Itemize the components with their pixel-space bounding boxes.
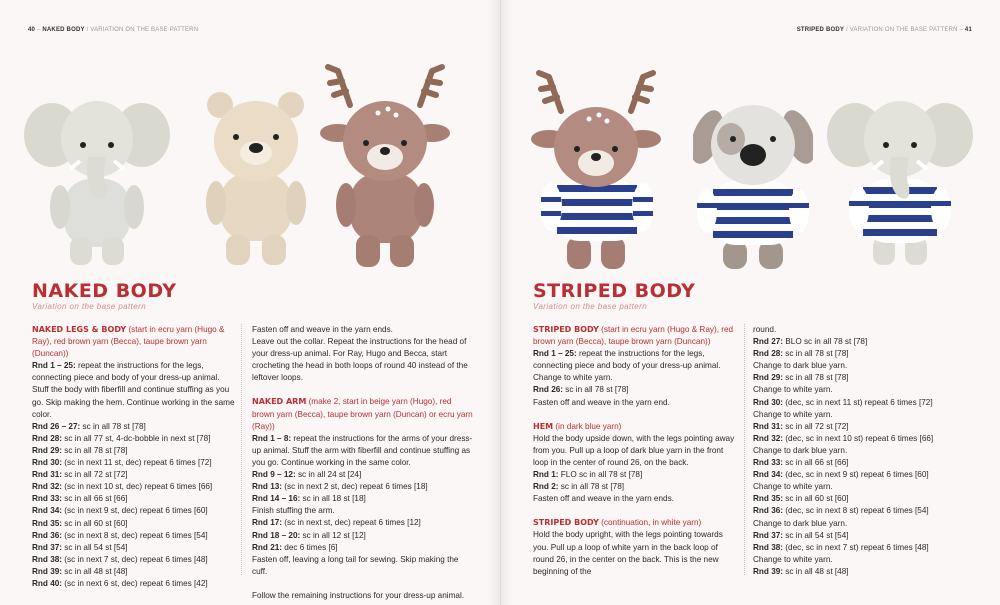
round-label: Rnd 36: — [32, 530, 63, 540]
instruction-body: (dec, sc in next 7 st) repeat 6 times [48] — [783, 542, 929, 552]
round-instruction — [252, 542, 474, 554]
instruction-body: (sc in next 8 st, dec) repeat 6 times [54] — [62, 530, 208, 540]
round-instruction — [32, 481, 237, 493]
instruction-text — [252, 324, 474, 336]
round-label: Rnd 18 – 20: — [252, 530, 301, 540]
instruction-text — [753, 384, 975, 396]
round-instruction — [753, 433, 975, 445]
instruction-body: Hold the body upside down, with the legs pointing away from you. Pull up a loop of dark blue yarn in the front loop in the center of round 26, on the back. — [533, 433, 735, 467]
running-head-section: STRIPED BODY — [796, 27, 845, 33]
instruction-body: Fasten off and weave in the yarn end. — [533, 397, 670, 407]
round-label: Rnd 14 – 16: — [252, 494, 301, 504]
elephant-striped-toy-image — [825, 87, 975, 267]
instruction-text — [753, 554, 975, 566]
instruction-body: Change to white yarn. — [753, 409, 833, 419]
page-number: 41 — [964, 27, 972, 33]
text-column-1 — [533, 324, 738, 578]
round-instruction — [753, 397, 975, 409]
instruction-body: sc in all 78 st [78] — [62, 445, 128, 455]
instruction-body: sc in all 72 st [72] — [62, 470, 128, 480]
running-head-sub: / VARIATION ON THE BASE PATTERN — [845, 27, 958, 33]
running-head-sub: / VARIATION ON THE BASE PATTERN — [86, 27, 199, 33]
instruction-body: sc in all 54 st [54] — [62, 542, 128, 552]
round-label: Rnd 31: — [753, 421, 784, 431]
instruction-body: sc in all 66 st [66] — [783, 458, 849, 468]
instruction-body: dec 6 times [6] — [282, 542, 338, 552]
round-instruction — [252, 517, 474, 529]
instruction-body: (sc in next 9 st, dec) repeat 6 times [60] — [62, 506, 208, 516]
section-title: STRIPED BODY — [533, 518, 599, 528]
round-label: Rnd 35: — [32, 518, 63, 528]
paragraph-gap — [252, 384, 474, 396]
section-heading — [252, 396, 474, 432]
instruction-body: (dec, sc in next 9 st) repeat 6 times [60] — [783, 470, 929, 480]
round-label: Rnd 2: — [533, 482, 559, 492]
round-instruction — [753, 530, 975, 542]
round-label: Rnd 30: — [32, 458, 63, 468]
instruction-body: (sc in next st, dec) repeat 6 times [12] — [282, 518, 421, 528]
round-label: Rnd 28: — [753, 349, 784, 359]
instruction-body: BLO sc in all 78 st [78] — [783, 337, 868, 347]
instruction-text — [753, 518, 975, 530]
round-label: Rnd 1 – 25: — [32, 361, 76, 371]
round-label: Rnd 33: — [753, 458, 784, 468]
round-instruction — [32, 518, 237, 530]
round-label: Rnd 37: — [753, 530, 784, 540]
round-instruction — [533, 481, 738, 493]
page-number: 40 — [28, 27, 36, 33]
round-instruction — [32, 445, 237, 457]
round-instruction — [753, 493, 975, 505]
instruction-body: round. — [753, 325, 777, 334]
round-instruction — [753, 542, 975, 554]
instruction-body: sc in all 78 st [78] — [558, 482, 625, 492]
instruction-body: repeat the instructions for the legs, connecting piece and body of your dress-up animal. — [32, 361, 220, 383]
instruction-text — [533, 493, 738, 505]
section-title: NAKED LEGS & BODY — [32, 325, 127, 334]
instruction-body: repeat the instructions for the arms of your dress-up animal. Stuff the arm with fiberfill and continue stuffing as you go. Continue working in the same color. — [252, 433, 473, 467]
instruction-text — [533, 397, 738, 409]
instruction-body: Change to white yarn. — [753, 554, 833, 564]
instruction-body: (sc in next 6 st, dec) repeat 6 times [42] — [62, 578, 208, 588]
round-label: Rnd 36: — [753, 506, 784, 516]
dog-striped-toy-image — [693, 95, 813, 270]
instruction-body: sc in all 72 st [72] — [783, 421, 849, 431]
round-instruction — [533, 384, 738, 396]
round-label: Rnd 1 – 8: — [252, 433, 292, 443]
instruction-body: FLO sc in all 78 st [78] — [558, 470, 643, 480]
instruction-body: sc in all 66 st [66] — [62, 494, 128, 504]
round-label: Rnd 40: — [32, 578, 63, 588]
round-instruction — [32, 493, 237, 505]
round-instruction — [32, 360, 237, 384]
round-label: Rnd 38: — [32, 554, 63, 564]
instruction-text — [533, 529, 738, 577]
instruction-body: sc in all 78 st [78] — [80, 421, 146, 431]
deer-striped-toy-image — [531, 69, 661, 269]
instruction-body: Finish stuffing the arm. — [252, 506, 335, 516]
round-label: Rnd 38: — [753, 542, 784, 552]
round-instruction — [252, 493, 474, 505]
round-instruction — [753, 505, 975, 517]
instruction-body: Stuff the body with fiberfill and continue stuffing as you go. Skip making the hem. Continue working in the same color. — [32, 385, 235, 419]
instruction-body: (sc in next 11 st, dec) repeat 6 times [72] — [62, 458, 212, 468]
instruction-text — [252, 590, 474, 602]
round-instruction — [753, 372, 975, 384]
round-label: Rnd 26 – 27: — [32, 421, 81, 431]
round-instruction — [252, 469, 474, 481]
round-instruction — [32, 554, 237, 566]
section-title: NAKED ARM — [252, 397, 307, 407]
round-instruction — [753, 336, 975, 348]
round-label: Rnd 29: — [753, 373, 784, 383]
round-label: Rnd 13: — [252, 482, 283, 492]
instruction-body: Follow the remaining instructions for your dress-up animal. — [252, 590, 465, 600]
instruction-body: sc in all 77 st, 4-dc-bobble in next st [78] — [62, 433, 211, 443]
round-instruction — [32, 433, 237, 445]
round-label: Rnd 1: — [533, 470, 559, 480]
text-column-1 — [32, 324, 237, 590]
round-label: Rnd 34: — [32, 506, 63, 516]
instruction-body: (sc in next 10 st, dec) repeat 6 times [66] — [62, 482, 213, 492]
yarn-note: (start in ecru yarn (Hugo & Ray), red brown yarn (Becca), taupe brown yarn (Duncan)) — [533, 325, 734, 347]
running-head-section: NAKED BODY — [42, 27, 85, 33]
running-head-right: STRIPED BODY / VARIATION ON THE BASE PATTERN – 41 — [796, 27, 972, 33]
round-instruction — [753, 421, 975, 433]
instruction-text — [753, 409, 975, 421]
round-label: Rnd 33: — [32, 494, 63, 504]
round-instruction — [533, 348, 738, 372]
elephant-toy-image — [22, 87, 172, 267]
instruction-text — [533, 372, 738, 384]
round-label: Rnd 32: — [32, 482, 63, 492]
instruction-body: (dec, sc in next 8 st) repeat 6 times [54] — [783, 506, 929, 516]
round-instruction — [252, 433, 474, 469]
instruction-body: Fasten off and weave in the yarn ends. — [252, 325, 393, 334]
section-heading — [533, 324, 738, 348]
instruction-body: Change to dark blue yarn. — [753, 445, 848, 455]
round-instruction — [252, 481, 474, 493]
page-subtitle: Variation on the base pattern — [533, 302, 648, 311]
instruction-body: (sc in next 2 st, dec) repeat 6 times [18] — [282, 482, 428, 492]
instruction-text — [753, 360, 975, 372]
yarn-note: (in dark blue yarn) — [555, 421, 622, 431]
round-instruction — [32, 566, 237, 578]
instruction-body: Leave out the collar. Repeat the instructions for the head of your dress-up animal. For Ray, Hugo and Becca, start crocheting the head in both loops of round 40 instead of the leftover loops. — [252, 337, 468, 383]
instruction-text — [252, 505, 474, 517]
instruction-text — [252, 554, 474, 578]
round-label: Rnd 30: — [753, 397, 784, 407]
instruction-body: Change to white yarn. — [753, 385, 833, 395]
round-instruction — [32, 530, 237, 542]
round-instruction — [753, 457, 975, 469]
instruction-body: Fasten off, leaving a long tail for sewing. Skip making the cuff. — [252, 554, 459, 576]
instruction-body: sc in all 18 st [18] — [300, 494, 366, 504]
column-divider — [241, 324, 242, 575]
round-instruction — [32, 505, 237, 517]
round-label: Rnd 31: — [32, 470, 63, 480]
round-instruction — [533, 469, 738, 481]
instruction-text — [533, 433, 738, 469]
instruction-body: Change to white yarn. — [753, 482, 833, 492]
instruction-body: Change to white yarn. — [533, 373, 613, 383]
yarn-note: (continuation, in white yarn) — [601, 518, 702, 528]
round-instruction — [32, 421, 237, 433]
instruction-body: sc in all 78 st [78] — [783, 349, 849, 359]
round-instruction — [32, 457, 237, 469]
round-instruction — [32, 542, 237, 554]
instruction-body: sc in all 48 st [48] — [62, 566, 128, 576]
page-title: NAKED BODY — [32, 280, 177, 302]
section-heading — [32, 324, 237, 360]
round-label: Rnd 17: — [252, 518, 283, 528]
page-subtitle: Variation on the base pattern — [32, 302, 147, 311]
text-column-2 — [252, 324, 474, 602]
round-instruction — [32, 578, 237, 590]
instruction-text — [32, 384, 237, 420]
instruction-body: sc in all 78 st [78] — [783, 373, 849, 383]
round-label: Rnd 34: — [753, 470, 784, 480]
instruction-body: sc in all 60 st [60] — [62, 518, 128, 528]
right-page — [500, 0, 1000, 605]
round-instruction — [252, 530, 474, 542]
paragraph-gap — [533, 409, 738, 421]
instruction-body: Hold the body upright, with the legs pointing towards you. Pull up a loop of white yarn in the back loop of round 26, in the center on the back. This is the new beginning of the — [533, 530, 723, 576]
section-heading — [533, 421, 738, 433]
running-head-left: 40 – NAKED BODY / VARIATION ON THE BASE PATTERN — [28, 27, 199, 33]
section-title: STRIPED BODY — [533, 325, 599, 334]
round-label: Rnd 39: — [32, 566, 63, 576]
round-label: Rnd 28: — [32, 433, 63, 443]
instruction-body: repeat the instructions for the legs, connecting piece and body of your dress-up animal. — [533, 349, 721, 371]
round-instruction — [753, 348, 975, 360]
photo-naked-animals — [0, 55, 500, 270]
yarn-note: (make 2, start in beige yarn (Hugo), red brown yarn (Becca), taupe brown yarn (Duncan) or ecru yarn (Ray)) — [252, 397, 473, 431]
instruction-body: sc in all 60 st [60] — [783, 494, 849, 504]
round-label: Rnd 29: — [32, 445, 63, 455]
instruction-text — [753, 445, 975, 457]
column-divider — [744, 324, 745, 575]
round-label: Rnd 1 – 25: — [533, 349, 577, 359]
instruction-body: sc in all 12 st [12] — [300, 530, 366, 540]
round-label: Rnd 35: — [753, 494, 784, 504]
instruction-body: Fasten off and weave in the yarn ends. — [533, 494, 674, 504]
round-label: Rnd 39: — [753, 566, 784, 576]
instruction-body: Change to dark blue yarn. — [753, 518, 848, 528]
instruction-body: (sc in next 7 st, dec) repeat 6 times [48] — [62, 554, 208, 564]
round-label: Rnd 37: — [32, 542, 63, 552]
page-title: STRIPED BODY — [533, 280, 696, 302]
instruction-text — [252, 336, 474, 384]
round-label: Rnd 9 – 12: — [252, 470, 296, 480]
section-title: HEM — [533, 421, 554, 431]
round-instruction — [32, 469, 237, 481]
instruction-body: (dec, sc in next 11 st) repeat 6 times [72] — [783, 397, 933, 407]
instruction-text — [753, 324, 975, 336]
round-instruction — [753, 566, 975, 578]
round-label: Rnd 26: — [533, 385, 564, 395]
paragraph-gap — [252, 578, 474, 590]
instruction-body: sc in all 54 st [54] — [783, 530, 849, 540]
instruction-text — [753, 481, 975, 493]
instruction-body: sc in all 24 st [24] — [295, 470, 362, 480]
round-instruction — [753, 469, 975, 481]
instruction-body: Change to dark blue yarn. — [753, 361, 848, 371]
deer-toy-image — [320, 63, 450, 268]
instruction-body: (dec, sc in next 10 st) repeat 6 times [66] — [783, 433, 934, 443]
section-heading — [533, 517, 738, 529]
round-label: Rnd 27: — [753, 337, 784, 347]
round-label: Rnd 21: — [252, 542, 283, 552]
yarn-note: (start in ecru yarn (Hugo & Ray), red brown yarn (Becca), taupe brown yarn (Duncan)) — [32, 325, 225, 359]
photo-striped-animals — [501, 55, 1000, 270]
instruction-body: sc in all 48 st [48] — [783, 566, 849, 576]
round-label: Rnd 32: — [753, 433, 784, 443]
instruction-body: sc in all 78 st [78] — [563, 385, 629, 395]
text-column-2 — [753, 324, 975, 578]
bear-toy-image — [198, 91, 313, 267]
paragraph-gap — [533, 505, 738, 517]
